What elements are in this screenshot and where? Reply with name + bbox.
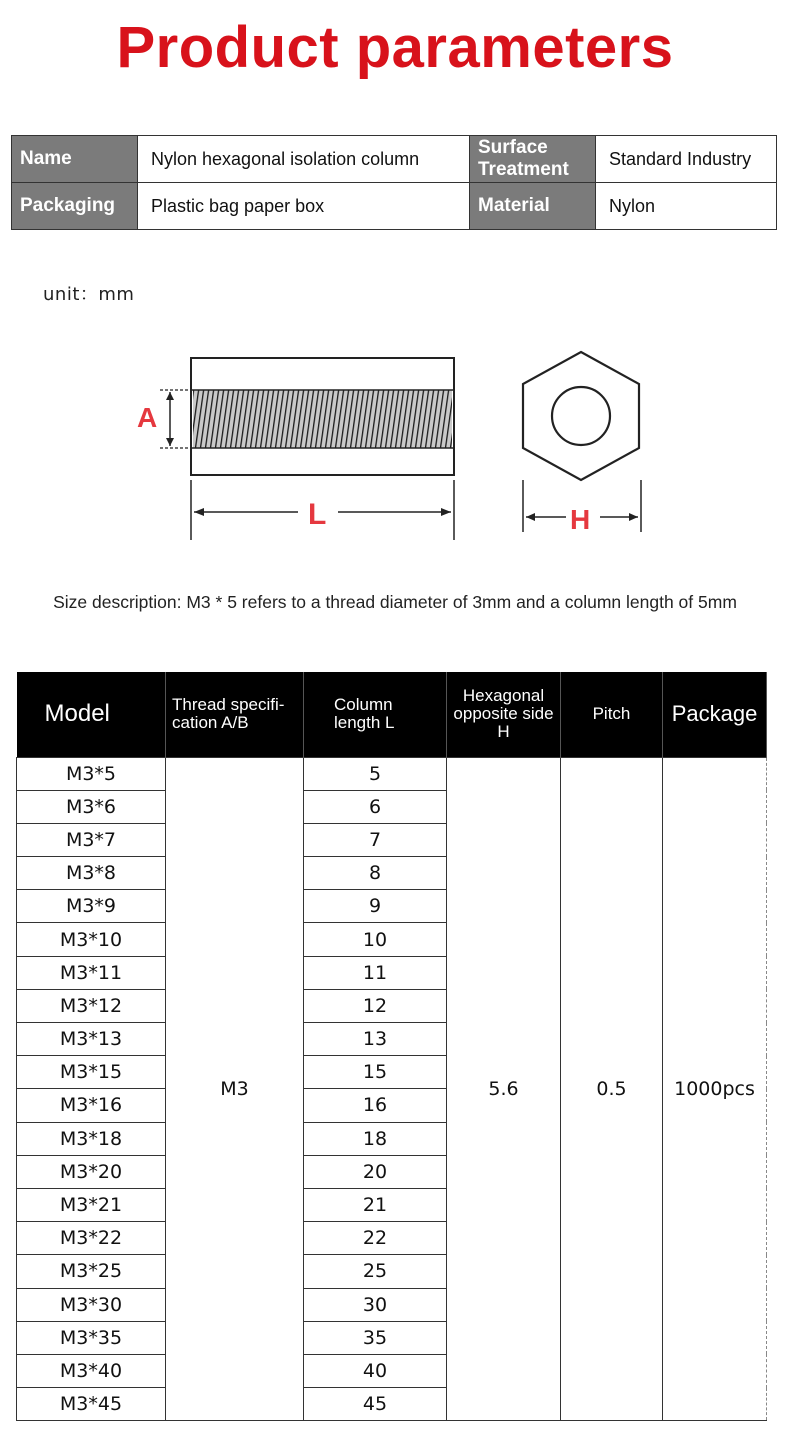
material-value: Nylon bbox=[596, 183, 777, 230]
column-length-cell: 5 bbox=[304, 757, 447, 790]
model-cell: M3*25 bbox=[17, 1255, 166, 1288]
header-pitch: Pitch bbox=[561, 672, 663, 757]
thread-area bbox=[193, 390, 452, 448]
header-hex-side: Hexagonal opposite side H bbox=[447, 672, 561, 757]
header-thread: Thread specifi-cation A/B bbox=[166, 672, 304, 757]
model-cell: M3*20 bbox=[17, 1155, 166, 1188]
model-cell: M3*7 bbox=[17, 823, 166, 856]
thread-spec-cell: M3 bbox=[166, 757, 304, 1421]
column-length-cell: 45 bbox=[304, 1388, 447, 1421]
column-length-cell: 6 bbox=[304, 790, 447, 823]
column-length-cell: 11 bbox=[304, 956, 447, 989]
column-length-cell: 16 bbox=[304, 1089, 447, 1122]
model-cell: M3*12 bbox=[17, 989, 166, 1022]
model-cell: M3*40 bbox=[17, 1354, 166, 1387]
model-cell: M3*6 bbox=[17, 790, 166, 823]
model-cell: M3*21 bbox=[17, 1188, 166, 1221]
unit-label: unit：mm bbox=[43, 284, 135, 305]
header-column-length: Column length L bbox=[304, 672, 447, 757]
surface-treatment-value: Standard Industry bbox=[596, 136, 777, 183]
hex-side-cell: 5.6 bbox=[447, 757, 561, 1421]
column-length-cell: 12 bbox=[304, 989, 447, 1022]
column-length-cell: 35 bbox=[304, 1321, 447, 1354]
column-length-cell: 40 bbox=[304, 1354, 447, 1387]
column-length-cell: 22 bbox=[304, 1222, 447, 1255]
header-package: Package bbox=[663, 672, 767, 757]
model-cell: M3*15 bbox=[17, 1056, 166, 1089]
dimension-label-a: A bbox=[137, 402, 158, 433]
dimension-label-l: L bbox=[308, 498, 327, 531]
size-description: Size description: M3 * 5 refers to a thread diameter of 3mm and a column length of 5mm bbox=[53, 592, 737, 612]
table-row bbox=[17, 757, 767, 790]
column-length-cell: 13 bbox=[304, 1023, 447, 1056]
column-length-cell: 15 bbox=[304, 1056, 447, 1089]
column-length-cell: 25 bbox=[304, 1255, 447, 1288]
surface-treatment-label: Surface Treatment bbox=[470, 136, 596, 183]
name-value: Nylon hexagonal isolation column bbox=[138, 136, 470, 183]
column-length-cell: 8 bbox=[304, 857, 447, 890]
parameter-table bbox=[11, 135, 777, 230]
model-cell: M3*10 bbox=[17, 923, 166, 956]
model-cell: M3*8 bbox=[17, 857, 166, 890]
spec-table bbox=[16, 672, 767, 1421]
model-cell: M3*22 bbox=[17, 1222, 166, 1255]
model-cell: M3*9 bbox=[17, 890, 166, 923]
name-label: Name bbox=[12, 136, 138, 183]
model-cell: M3*11 bbox=[17, 956, 166, 989]
column-length-cell: 21 bbox=[304, 1188, 447, 1221]
material-label: Material bbox=[470, 183, 596, 230]
column-length-cell: 18 bbox=[304, 1122, 447, 1155]
model-cell: M3*30 bbox=[17, 1288, 166, 1321]
dimension-label-h: H bbox=[570, 504, 591, 535]
packaging-value: Plastic bag paper box bbox=[138, 183, 470, 230]
dimension-diagram bbox=[0, 340, 790, 555]
model-cell: M3*18 bbox=[17, 1122, 166, 1155]
bore-circle bbox=[552, 387, 610, 445]
pitch-cell: 0.5 bbox=[561, 757, 663, 1421]
header-model: Model bbox=[17, 672, 166, 757]
package-cell: 1000pcs bbox=[663, 757, 767, 1421]
column-length-cell: 7 bbox=[304, 823, 447, 856]
model-cell: M3*13 bbox=[17, 1023, 166, 1056]
model-cell: M3*35 bbox=[17, 1321, 166, 1354]
model-cell: M3*5 bbox=[17, 757, 166, 790]
column-length-cell: 20 bbox=[304, 1155, 447, 1188]
column-length-cell: 9 bbox=[304, 890, 447, 923]
model-cell: M3*16 bbox=[17, 1089, 166, 1122]
page-title: Product parameters bbox=[116, 15, 674, 80]
column-length-cell: 30 bbox=[304, 1288, 447, 1321]
packaging-label: Packaging bbox=[12, 183, 138, 230]
column-length-cell: 10 bbox=[304, 923, 447, 956]
model-cell: M3*45 bbox=[17, 1388, 166, 1421]
